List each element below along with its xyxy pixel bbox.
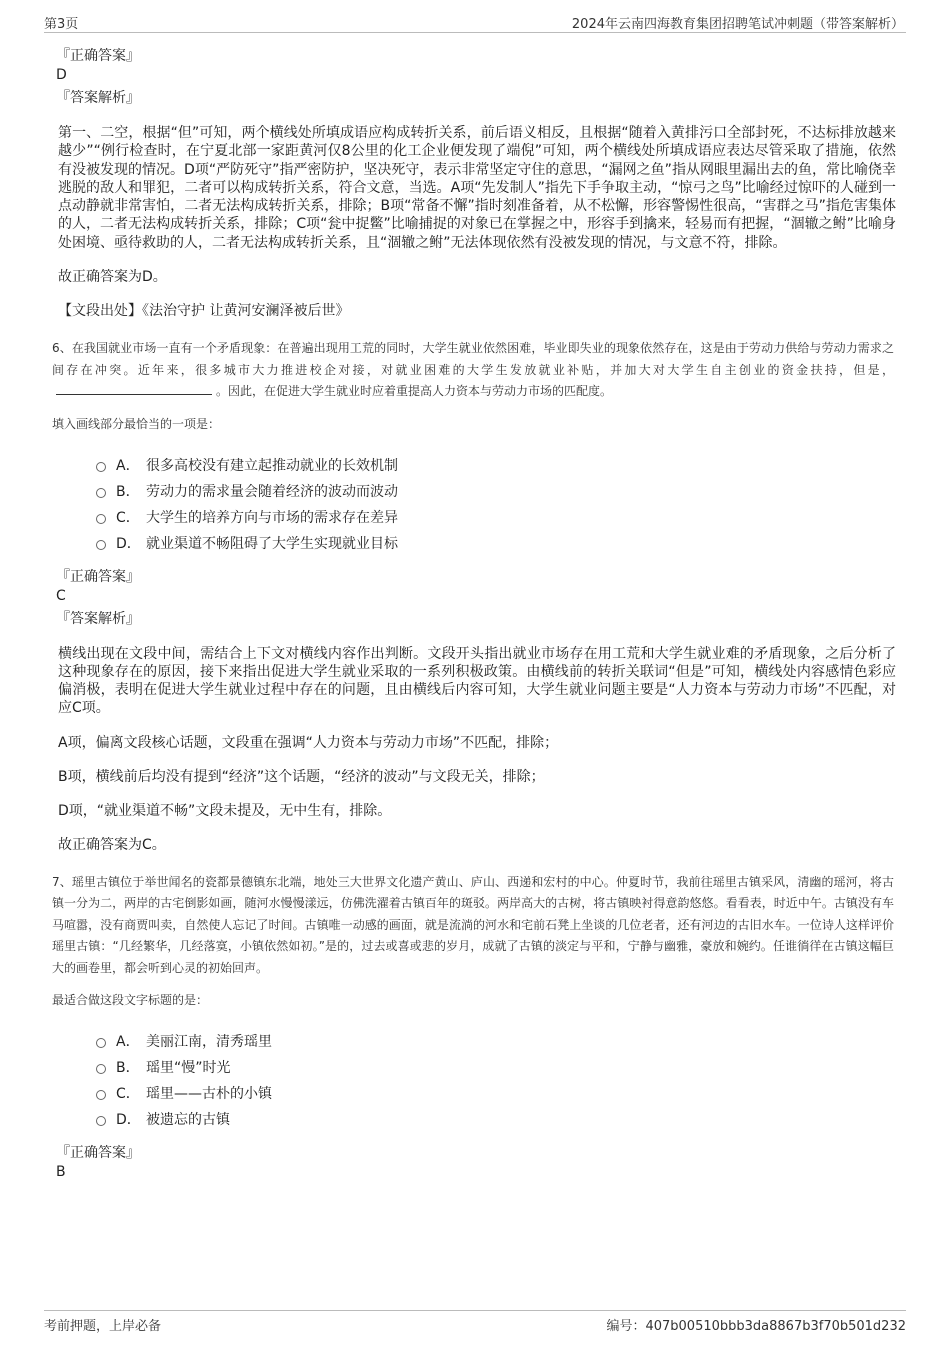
option-d[interactable]: D． 就业渠道不畅阻碍了大学生实现就业目标 (96, 531, 896, 557)
note-b: B项，横线前后均没有提到“经济”这个话题，“经济的波动”与文段无关，排除； (58, 768, 545, 785)
page-footer (44, 1310, 906, 1335)
question-7-text: 7、瑶里古镇位于举世闻名的瓷都景德镇东北端，地处三大世界文化遗产黄山、庐山、西递和宏村的中心。仲夏时节，我前往瑶里古镇采风，清幽的瑶河，将古镇一分为二，两岸的古宅倒影如画，随河水慢慢漾远，仿佛洗濯着古镇百年的斑驳。两岸高大的古树，将古镇映衬得意韵悠悠。看看表，时近中午。古镇没有车马喧嚣，没有商贾叫卖，自然使人忘记了时间。古镇唯一动感的画面，就是流淌的河水和宅前石凳上坐谈的几位老者，还有河边的古旧水车。一位诗人这样评价瑶里古镇：“几经繁华，几经落寞，小镇依然如初。”是的，过去或喜或悲的岁月，成就了古镇的淡定与平和，宁静与幽雅，豪放和婉约。任谁徜徉在古镇这幅巨大的画卷里，都会听到心灵的初始回声。 (52, 874, 894, 975)
answer-label: 『正确答案』 (56, 48, 140, 64)
question-6-after: 。因此，在促进大学生就业时应着重提高人力资本与劳动力市场的匹配度。 (216, 384, 613, 399)
option-b[interactable]: B． 劳动力的需求量会随着经济的波动而波动 (96, 479, 896, 505)
analysis-label: 『答案解析』 (56, 610, 140, 627)
option-b[interactable]: B． 瑶里“慢”时光 (96, 1055, 896, 1081)
question-6-prompt: 填入画线部分最恰当的一项是： (52, 416, 221, 431)
page-header (44, 10, 906, 33)
question-7-options (96, 1029, 896, 1133)
radio-icon[interactable] (96, 1116, 106, 1126)
question-6-text (52, 338, 894, 403)
option-a[interactable]: A． 美丽江南，清秀瑶里 (96, 1029, 896, 1055)
option-c[interactable]: C． 瑶里——古朴的小镇 (96, 1081, 896, 1107)
note-a: A项，偏离文段核心话题，文段重在强调“人力资本与劳动力市场”不匹配，排除； (58, 734, 559, 751)
document-title: 2024年云南四海教育集团招聘笔试冲刺题（带答案解析） (571, 17, 904, 32)
radio-icon[interactable] (96, 1090, 106, 1100)
question-6-options (96, 453, 896, 557)
answer-label: 『正确答案』 (56, 1145, 140, 1162)
source-text: 【文段出处】《法治守护 让黄河安澜泽被后世》 (58, 303, 350, 320)
correct-answer: B (56, 1164, 66, 1181)
radio-icon[interactable] (96, 540, 106, 550)
radio-icon[interactable] (96, 488, 106, 498)
correct-answer: C (56, 587, 66, 604)
radio-icon[interactable] (96, 1064, 106, 1074)
radio-icon[interactable] (96, 514, 106, 524)
analysis-text: 第一、二空，根据“但”可知，两个横线处所填成语应构成转折关系，前后语义相反，且根据“随着入黄排污口全部封死，不达标排放越来越少”“例行检查时，在宁夏北部一家距黄河仅8公里的化工企业便发现了端倪”可知，两个横线处所填成语应表达尽管采取了措施，依然有没被发现的情况。D项“严防死守”指严密防护，坚决死守，表示非常坚定守住的意思，“漏网之鱼”指从网眼里漏出去的鱼，常比喻侥幸逃脱的敌人和罪犯，二者可以构成转折关系，符合文意，当选。A项“先发制人”指先下手争取主动，“惊弓之鸟”比喻经过惊吓的人碰到一点动静就非常害怕，二者无法构成转折关系，排除；B项“常备不懈”指时刻准备着，从不松懈，形容警惕性很高，“害群之马”指危害集体的人，二者无法构成转折关系，排除；C项“瓮中捉鳖”比喻捕捉的对象已在掌握之中，形容手到擒来，轻易而有把握，“涸辙之鲋”比喻身处困境、亟待救助的人，二者无法构成转折关系，且“涸辙之鲋”无法体现依然有没被发现的情况，与文意不符，排除。 (58, 125, 896, 251)
option-a[interactable]: A． 很多高校没有建立起推动就业的长效机制 (96, 453, 896, 479)
footer-slogan: 考前押题，上岸必备 (44, 1319, 162, 1334)
radio-icon[interactable] (96, 1038, 106, 1048)
main-content (52, 46, 896, 1185)
fill-blank (56, 382, 212, 395)
correct-answer: D (56, 67, 67, 83)
conclusion-text: 故正确答案为C。 (58, 836, 166, 853)
note-d: D项，“就业渠道不畅”文段未提及，无中生有，排除。 (58, 802, 392, 819)
conclusion-text: 故正确答案为D。 (58, 269, 167, 286)
option-c[interactable]: C． 大学生的培养方向与市场的需求存在差异 (96, 505, 896, 531)
document-code: 编号：407b00510bbb3da8867b3f70b501d232 (606, 1319, 906, 1334)
question-6-before: 6、在我国就业市场一直有一个矛盾现象：在普遍出现用工荒的同时，大学生就业依然困难，毕业即失业的现象依然存在，这是由于劳动力供给与劳动力需求之间存在冲突。近年来，很多城市大力推进校企对接，对就业困难的大学生发放就业补贴，并加大对大学生自主创业的资金扶持，但是， (52, 341, 894, 377)
question-7-prompt: 最适合做这段文字标题的是： (52, 993, 209, 1008)
analysis-text: 横线出现在文段中间，需结合上下文对横线内容作出判断。文段开头指出就业市场存在用工荒和大学生就业难的矛盾现象，之后分析了这种现象存在的原因，接下来指出促进大学生就业采取的一系列积极政策。由横线前的转折关联词“但是”可知，横线处内容感情色彩应偏消极，表明在促进大学生就业过程中存在的问题，且由横线后内容可知，大学生就业问题主要是“人力资本与劳动力市场”不匹配，对应C项。 (58, 645, 896, 717)
radio-icon[interactable] (96, 462, 106, 472)
page-number: 第3页 (44, 17, 79, 32)
option-d[interactable]: D． 被遗忘的古镇 (96, 1107, 896, 1133)
analysis-label: 『答案解析』 (56, 90, 140, 106)
answer-label: 『正确答案』 (56, 568, 140, 585)
